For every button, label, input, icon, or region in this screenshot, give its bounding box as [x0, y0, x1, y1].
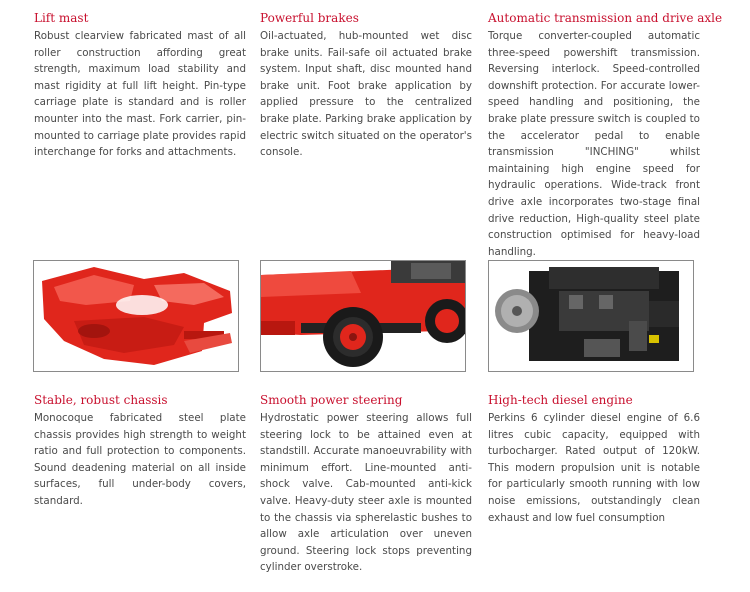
section-transmission	[488, 10, 723, 260]
section-body: Torque converter-coupled automatic three-speed powershift transmission. Reversing interlock. Speed-controlled downshift protection. For accurate lower-speed handling and positioning, the brake plate pressure switch is coupled to the accelerator pedal to enable transmission "INCHING" whilst maintaining high engine speed for hydraulic operations. Wide-track front drive axle incorporates two-stage final drive reduction, High-quality steel plate construction optimised for heavy-load handling.	[488, 30, 700, 258]
section-title: Automatic transmission and drive axle	[488, 11, 723, 25]
section-chassis	[34, 392, 246, 510]
engine-photo	[488, 260, 694, 372]
section-lift-mast	[34, 10, 246, 161]
section-title: High-tech diesel engine	[488, 393, 633, 407]
section-body: Hydrostatic power steering allows full steering lock to be attained even at standstill. Accurate manoeuvrability with minimum effort. Line-mounted anti-shock valve. Cab-mounted anti-kick valve. Heavy-duty steer axle is mounted to the chassis via spherelastic bushes to allow axle articulation over uneven ground. Steering lock stops preventing cylinder overstroke.	[260, 412, 472, 574]
section-title: Powerful brakes	[260, 11, 359, 25]
section-powerful-brakes	[260, 10, 472, 161]
chassis-photo	[33, 260, 239, 372]
section-title: Stable, robust chassis	[34, 393, 168, 407]
section-title: Smooth power steering	[260, 393, 403, 407]
section-engine	[488, 392, 700, 526]
steering-photo	[260, 260, 466, 372]
section-body: Robust clearview fabricated mast of all roller construction affording great strength, maximum load stability and mast rigidity at full lift height. Pin-type carriage plate is standard and is roller mounter into the mast. Fork carrier, pin-mounted to carriage plate provides rapid interchange for forks and attachments.	[34, 30, 246, 159]
section-title: Lift mast	[34, 11, 89, 25]
section-body: Oil-actuated, hub-mounted wet disc brake units. Fail-safe oil actuated brake system. Input shaft, disc mounted hand brake unit. Foot brake application by applied pressure to the centralized brake plate. Parking brake application by electric switch situated on the operator's console.	[260, 30, 472, 159]
section-body: Perkins 6 cylinder diesel engine of 6.6 litres cubic capacity, equipped with turbocharger. Rated output of 120kW. This modern propulsion unit is notable for particularly smooth running with low noise emissions, outstandingly clean exhaust and low fuel consumption	[488, 412, 700, 524]
section-steering	[260, 392, 472, 576]
section-body: Monocoque fabricated steel plate chassis provides high strength to weight ratio and full protection to components. Sound deadening material on all inside surfaces, full under-body covers, standard.	[34, 412, 246, 507]
